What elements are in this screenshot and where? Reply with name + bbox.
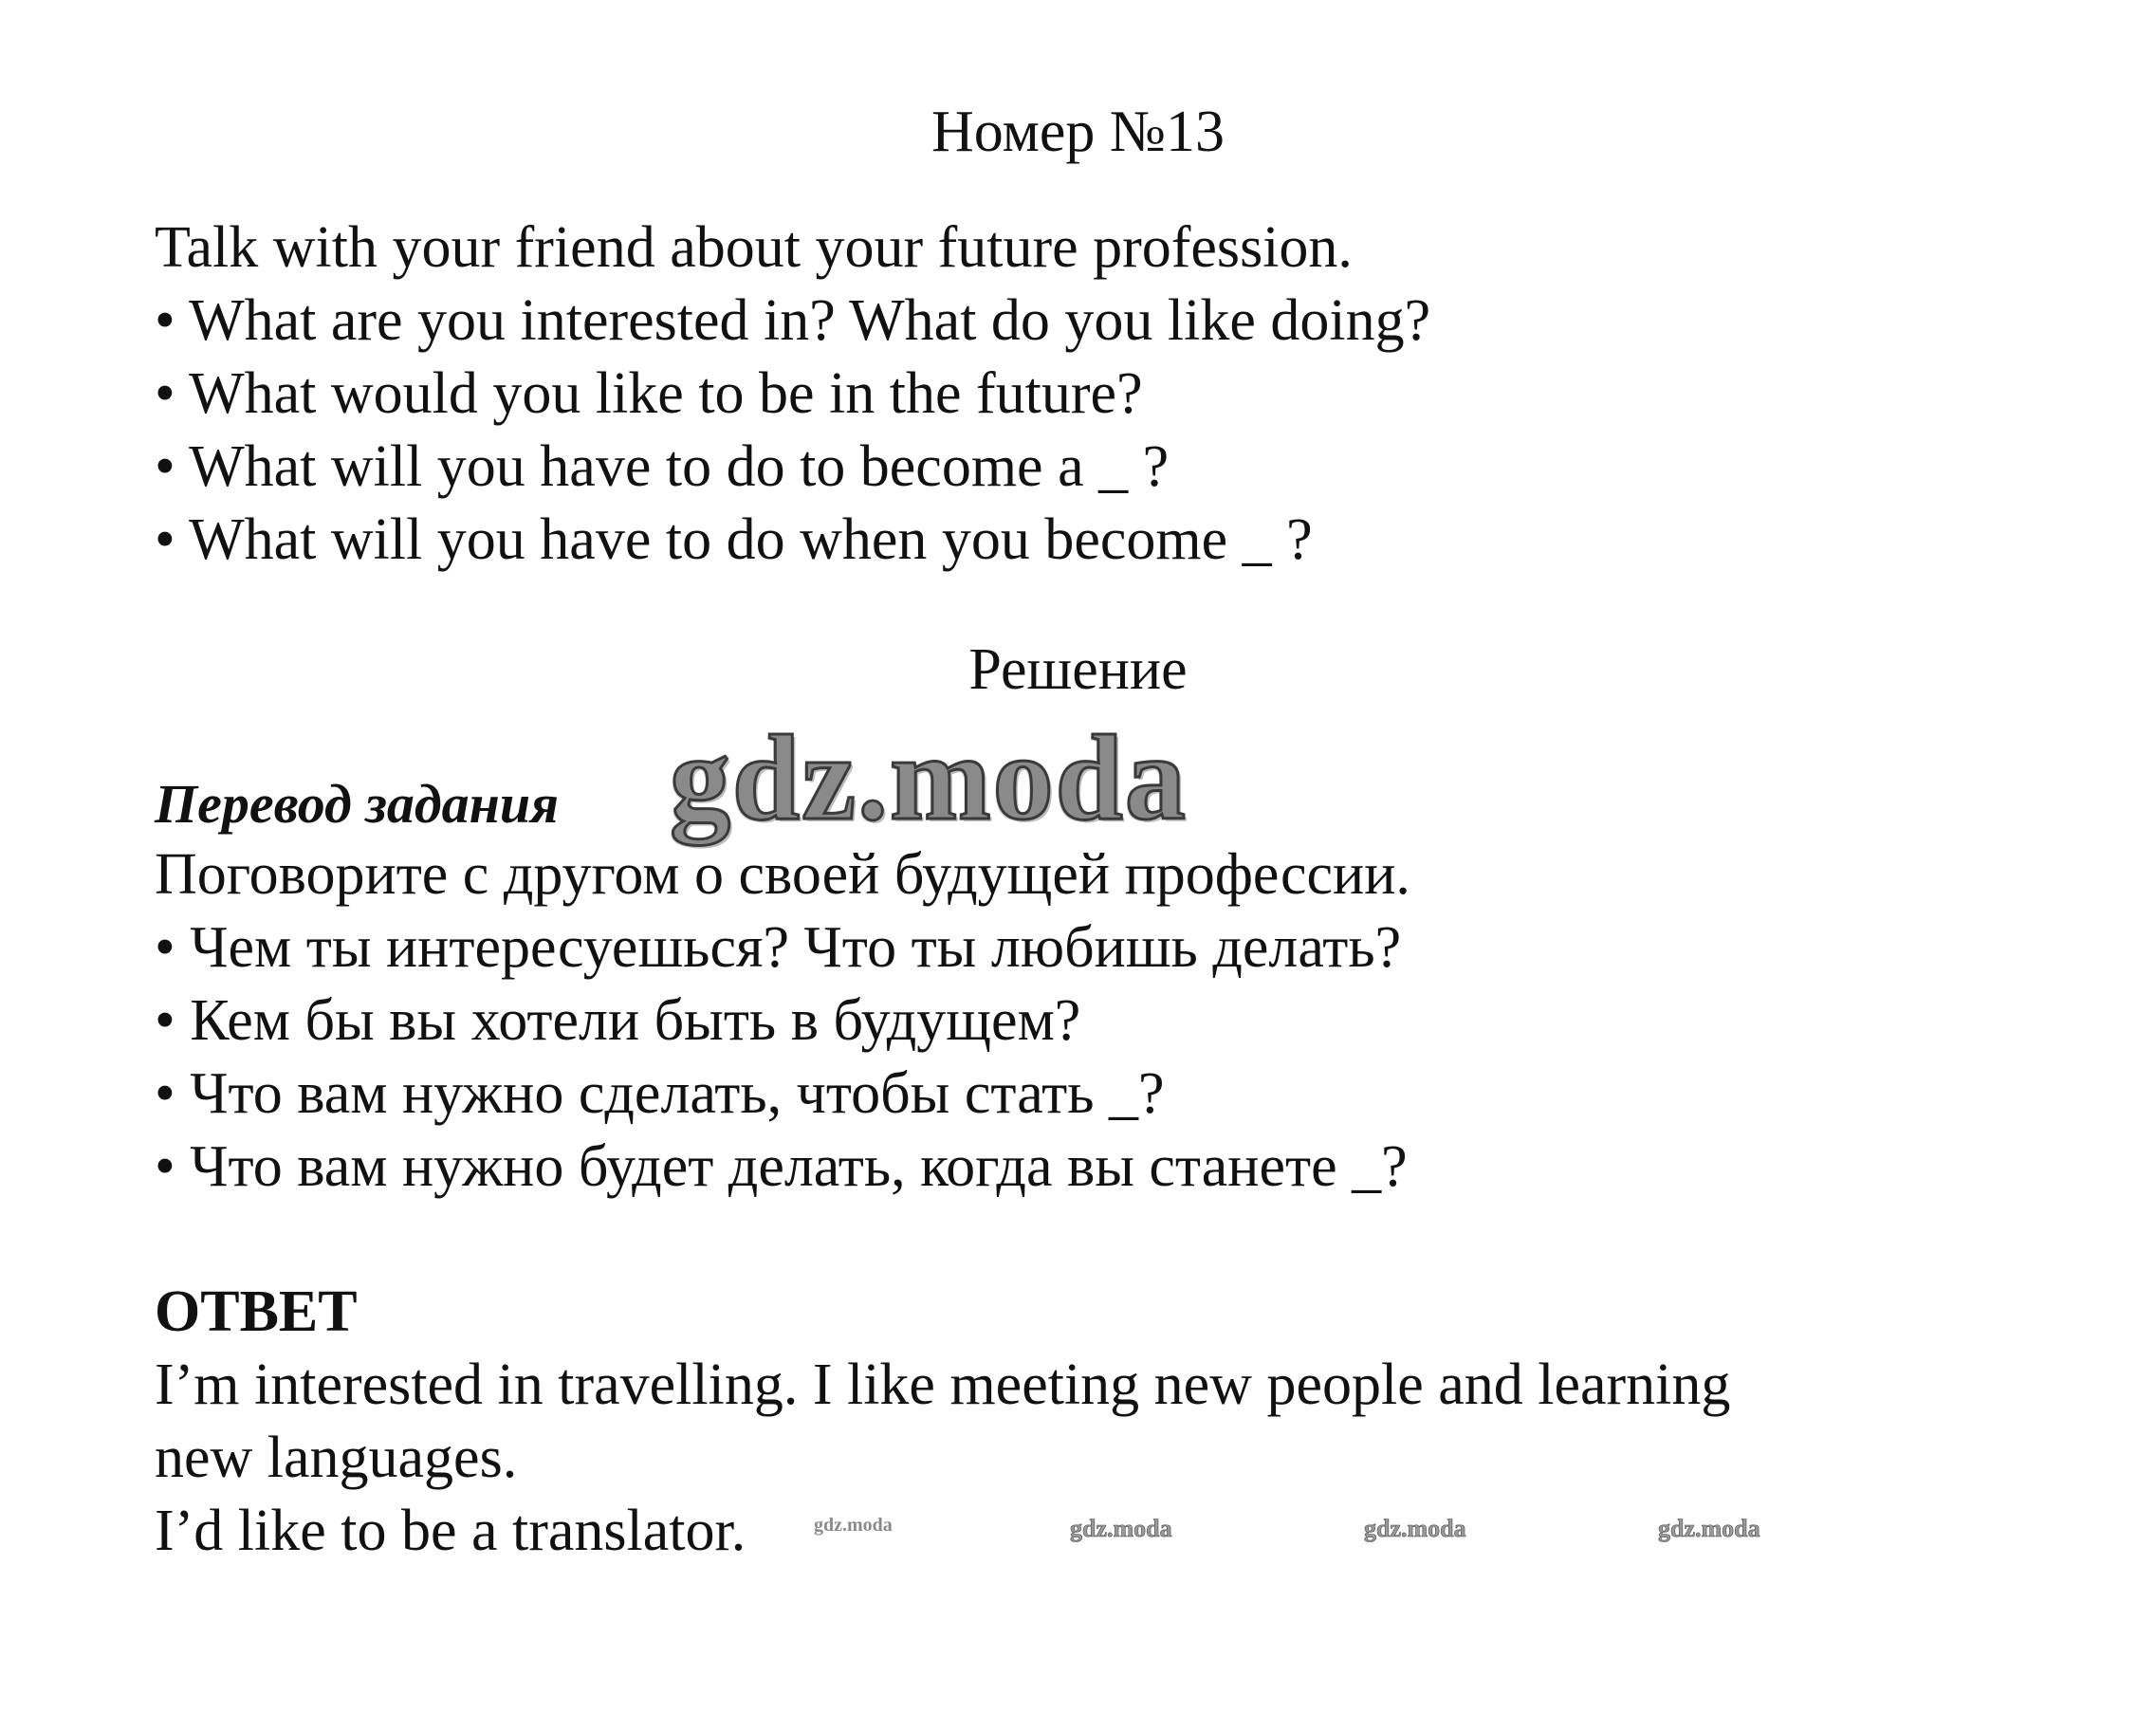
task-question-4: • What will you have to do when you become _ ? [155, 507, 1313, 572]
task-question-2: • What would you like to be in the future? [155, 361, 1143, 426]
translation-intro: Поговорите с другом о своей будущей профессии. [155, 842, 1410, 907]
task-question-1: • What are you interested in? What do you like doing? [155, 288, 1431, 353]
translation-question-2: • Кем бы вы хотели быть в будущем? [155, 988, 1081, 1053]
watermark-small-2: gdz.moda [1364, 1515, 1466, 1542]
translation-question-4: • Что вам нужно будет делать, когда вы станете _? [155, 1134, 1408, 1199]
answer-line-1: I’m interested in travelling. I like meeting new people and learning [155, 1353, 1731, 1417]
translation-question-3: • Что вам нужно сделать, чтобы стать _? [155, 1061, 1165, 1126]
translation-title: Перевод задания [155, 773, 559, 835]
answer-line-3: I’d like to be a translator. [155, 1499, 746, 1563]
answer-title: ОТВЕТ [155, 1279, 358, 1344]
solution-heading: Решение [968, 637, 1188, 702]
task-number-heading: Номер №13 [931, 100, 1225, 164]
watermark-small-3: gdz.moda [1658, 1515, 1760, 1542]
watermark-tiny: gdz.moda [814, 1515, 893, 1536]
task-question-3: • What will you have to do to become a _ ? [155, 434, 1170, 499]
task-intro: Talk with your friend about your future profession. [155, 215, 1353, 280]
watermark-small-1: gdz.moda [1070, 1515, 1172, 1542]
answer-line-2: new languages. [155, 1426, 518, 1490]
translation-question-1: • Чем ты интересуешься? Что ты любишь делать? [155, 915, 1402, 980]
watermark-logo-large: gdz.moda [670, 710, 1188, 845]
